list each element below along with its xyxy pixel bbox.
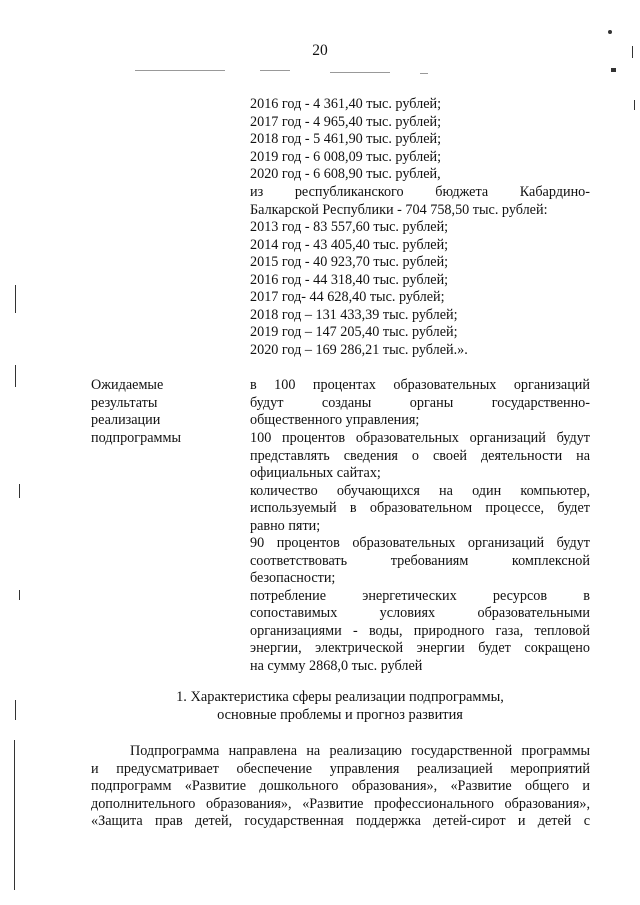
republic-line: 2013 год - 83 557,60 тыс. рублей; (250, 219, 449, 235)
result-line: организациями - воды, природного газа, тепловой (250, 623, 590, 639)
result-line: 90 процентов образовательных организаций будут (250, 535, 590, 551)
result-line: равно пяти; (250, 518, 321, 534)
result-line: общественного управления; (250, 412, 420, 428)
result-line: официальных сайтах; (250, 465, 381, 481)
scan-artifact (611, 68, 616, 72)
republic-line: 2018 год – 131 433,39 тыс. рублей; (250, 307, 458, 323)
scan-artifact (330, 72, 390, 73)
funding-line: 2016 год - 4 361,40 тыс. рублей; (250, 96, 442, 112)
result-line: используемый в образовательном процессе, будет (250, 500, 590, 516)
funding-line: 2019 год - 6 008,09 тыс. рублей; (250, 149, 442, 165)
republic-line: 2015 год - 40 923,70 тыс. рублей; (250, 254, 449, 270)
funding-line: 2018 год - 5 461,90 тыс. рублей; (250, 131, 442, 147)
scan-artifact (19, 484, 20, 498)
result-line: в 100 процентах образовательных организаций (250, 377, 590, 393)
page-number: 20 (312, 42, 328, 59)
republic-intro-word: бюджета (435, 184, 489, 200)
result-line: количество обучающихся на один компьютер, (250, 483, 590, 499)
republic-intro-word: республиканского (294, 184, 404, 200)
paragraph-line: Подпрограмма направлена на реализацию государственной программы (130, 743, 590, 759)
scan-artifact (135, 70, 225, 71)
republic-line: 2017 год- 44 628,40 тыс. рублей; (250, 289, 445, 305)
republic-total-line: Балкарской Республики - 704 758,50 тыс. рублей: (250, 202, 548, 218)
label-line: результаты (91, 395, 158, 411)
republic-line: 2016 год - 44 318,40 тыс. рублей; (250, 272, 449, 288)
scan-artifact (15, 285, 16, 313)
result-line: 100 процентов образовательных организаций будут (250, 430, 590, 446)
paragraph-line: подпрограмм «Развитие дошкольного образования», «Развитие общего и (91, 778, 590, 794)
scan-artifact (420, 73, 428, 74)
scan-artifact (260, 70, 290, 71)
scan-artifact (608, 30, 612, 34)
scan-artifact (634, 100, 635, 110)
label-line: реализации (91, 412, 161, 428)
scan-artifact (19, 590, 20, 600)
republic-intro-word: Кабардино- (519, 184, 590, 200)
scan-artifact (632, 46, 633, 58)
label-line: подпрограммы (91, 430, 181, 446)
scan-artifact (15, 700, 16, 720)
funding-line: 2017 год - 4 965,40 тыс. рублей; (250, 114, 442, 130)
scan-artifact (14, 740, 15, 890)
result-line: представлять сведения о своей деятельности на (250, 448, 590, 464)
republic-intro-word: из (250, 184, 264, 200)
scan-artifact (15, 365, 16, 387)
result-line: соответствовать требованиям комплексной (250, 553, 590, 569)
result-line: будут созданы органы государственно- (250, 395, 590, 411)
paragraph-line: и предусматривает обеспечение управления реализацией мероприятий (91, 761, 590, 777)
paragraph-line: дополнительного образования», «Развитие профессионального образования», (91, 796, 590, 812)
heading-line: 1. Характеристика сферы реализации подпрограммы, (176, 689, 504, 705)
heading-line: основные проблемы и прогноз развития (217, 707, 463, 723)
republic-line: 2014 год - 43 405,40 тыс. рублей; (250, 237, 449, 253)
republic-intro-line (250, 184, 590, 202)
republic-line: 2019 год – 147 205,40 тыс. рублей; (250, 324, 458, 340)
result-line: безопасности; (250, 570, 336, 586)
funding-line: 2020 год - 6 608,90 тыс. рублей, (250, 166, 441, 182)
label-line: Ожидаемые (91, 377, 164, 393)
result-line: энергии, электрической энергии будет сокращено (250, 640, 590, 656)
result-line: потребление энергетических ресурсов в (250, 588, 590, 604)
result-line: сопоставимых условиях образовательными (250, 605, 590, 621)
result-line: на сумму 2868,0 тыс. рублей (250, 658, 423, 674)
republic-line: 2020 год – 169 286,21 тыс. рублей.». (250, 342, 468, 358)
paragraph-line: «Защита прав детей, государственная поддержка детей-сирот и детей с (91, 813, 590, 829)
